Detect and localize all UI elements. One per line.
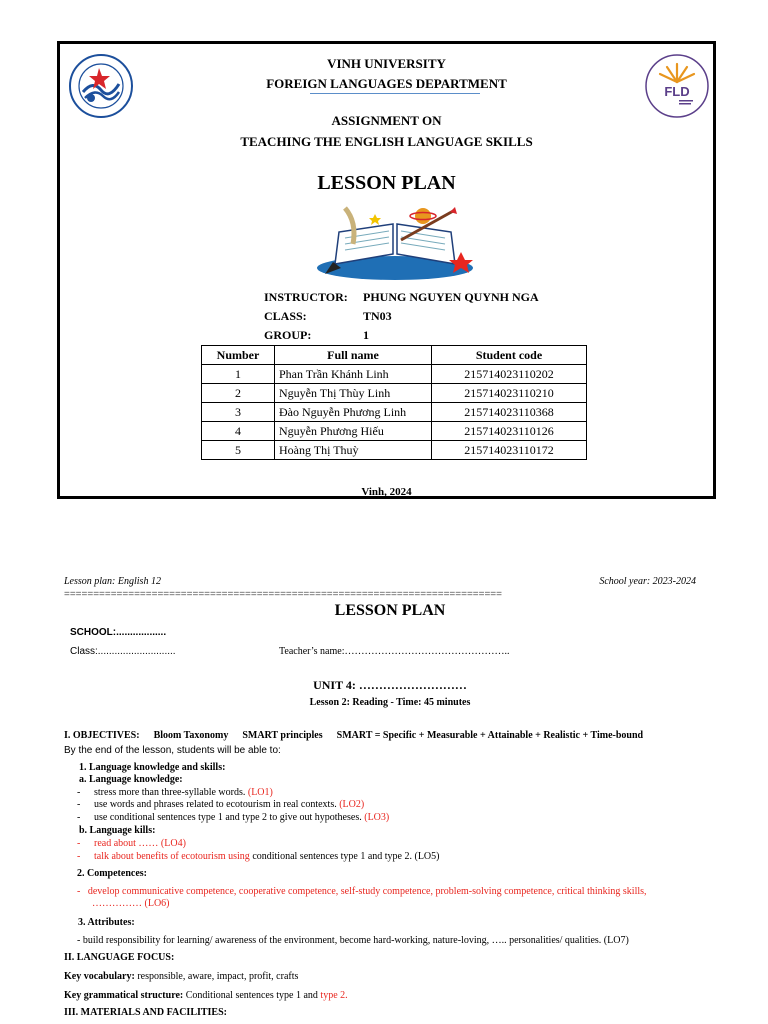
competences-heading: 2. Competences:	[77, 868, 147, 879]
cell-full-name: Hoàng Thị Thuỳ	[275, 441, 432, 460]
place-date: Vinh, 2024	[361, 486, 412, 498]
header-right: School year: 2023-2024	[599, 576, 696, 587]
class-row	[264, 309, 392, 324]
list-item: use words and phrases related to ecotourism in real contexts. (LO2)	[94, 799, 365, 810]
assignment-line-2: TEACHING THE ENGLISH LANGUAGE SKILLS	[240, 134, 533, 149]
university-name: VINH UNIVERSITY	[327, 56, 446, 71]
bloom-taxonomy: Bloom Taxonomy	[153, 730, 229, 741]
fld-logo-text: FLD	[664, 84, 690, 99]
bullet-dash: -	[77, 838, 81, 849]
group-label: GROUP:	[264, 328, 312, 342]
open-book-clipart-icon	[305, 204, 485, 282]
language-knowledge-skills-heading: 1. Language knowledge and skills:	[79, 762, 226, 773]
smart-principles: SMART principles	[242, 730, 323, 741]
cell-full-name: Nguyễn Thị Thùy Linh	[275, 384, 432, 403]
materials-heading: III. MATERIALS AND FACILITIES:	[64, 1007, 227, 1018]
list-item: stress more than three-syllable words. (LO1)	[94, 787, 273, 798]
skill-item-2: talk about benefits of ecotourism using conditional sentences type 1 and type 2. (LO5)	[94, 851, 440, 862]
language-knowledge-heading: a. Language knowledge:	[79, 774, 183, 785]
group-row	[264, 328, 369, 343]
bullet-dash: -	[77, 851, 81, 862]
teacher-line: Teacher’s name:…………………………………………..	[279, 646, 510, 657]
attributes-heading: 3. Attributes:	[78, 917, 135, 928]
cell-number: 1	[202, 365, 275, 384]
key-grammar-line: Key grammatical structure: Conditional sentences type 1 and type 2.	[64, 990, 348, 1001]
competences-line-1: - develop communicative competence, cooperative competence, self-study competence, problem-solving competence, critical thinking skills,	[77, 886, 647, 897]
bullet-dash: -	[77, 799, 81, 810]
table-row	[202, 384, 587, 403]
language-focus-heading: II. LANGUAGE FOCUS:	[64, 952, 175, 963]
cover-title: LESSON PLAN	[317, 172, 456, 194]
group-value: 1	[363, 328, 369, 342]
cell-student-code: 215714023110368	[432, 403, 587, 422]
header-student-code: Student code	[432, 346, 587, 365]
instructor-row	[264, 290, 539, 305]
table-row	[202, 365, 587, 384]
table-row	[202, 403, 587, 422]
cell-student-code: 215714023110126	[432, 422, 587, 441]
header-left: Lesson plan: English 12	[64, 576, 161, 587]
school-line: SCHOOL:..................	[70, 627, 167, 638]
language-skills-heading: b. Language kills:	[79, 825, 156, 836]
cell-number: 2	[202, 384, 275, 403]
department-divider	[310, 93, 480, 94]
assignment-line-1: ASSIGNMENT ON	[331, 113, 442, 128]
class-label: CLASS:	[264, 309, 307, 323]
class-value: TN03	[363, 309, 392, 323]
instructor-value: PHUNG NGUYEN QUYNH NGA	[363, 290, 539, 304]
cell-full-name: Phan Trần Khánh Linh	[275, 365, 432, 384]
class-line: Class:............................	[70, 646, 176, 657]
attributes-line: - build responsibility for learning/ awareness of the environment, become hard-working, nature-loving, ….. personalities/ qualities. (LO7)	[77, 935, 629, 946]
department-name: FOREIGN LANGUAGES DEPARTMENT	[266, 76, 507, 91]
lesson-heading: Lesson 2: Reading - Time: 45 minutes	[309, 697, 471, 708]
unit-heading: UNIT 4: ………………………	[313, 678, 467, 692]
cell-number: 4	[202, 422, 275, 441]
key-vocabulary-line: Key vocabulary: responsible, aware, impact, profit, crafts	[64, 971, 299, 982]
cell-number: 3	[202, 403, 275, 422]
competences-line-2: …………… (LO6)	[92, 898, 170, 909]
bullet-dash: -	[77, 812, 81, 823]
smart-definition: SMART = Specific + Measurable + Attainable + Realistic + Time-bound	[336, 730, 644, 741]
bullet-dash: -	[77, 787, 81, 798]
header-rule: ===========================================================================	[64, 589, 502, 600]
instructor-label: INSTRUCTOR:	[264, 290, 348, 304]
cell-student-code: 215714023110210	[432, 384, 587, 403]
objectives-heading	[64, 730, 657, 741]
objectives-intro: By the end of the lesson, students will be able to:	[64, 745, 281, 756]
cell-full-name: Nguyễn Phương Hiếu	[275, 422, 432, 441]
cell-number: 5	[202, 441, 275, 460]
cell-student-code: 215714023110172	[432, 441, 587, 460]
header-full-name: Full name	[275, 346, 432, 365]
header-number: Number	[202, 346, 275, 365]
table-row	[202, 441, 587, 460]
objectives-label: I. OBJECTIVES:	[64, 730, 140, 741]
cell-student-code: 215714023110202	[432, 365, 587, 384]
lesson-plan-title: LESSON PLAN	[334, 602, 446, 619]
table-header-row	[202, 346, 587, 365]
cover-page	[57, 41, 716, 499]
list-item: use conditional sentences type 1 and type 2 to give out hypotheses. (LO3)	[94, 812, 390, 823]
members-table	[201, 345, 587, 460]
skill-item-1: read about …… (LO4)	[94, 838, 186, 849]
table-row	[202, 422, 587, 441]
cell-full-name: Đào Nguyễn Phương Linh	[275, 403, 432, 422]
